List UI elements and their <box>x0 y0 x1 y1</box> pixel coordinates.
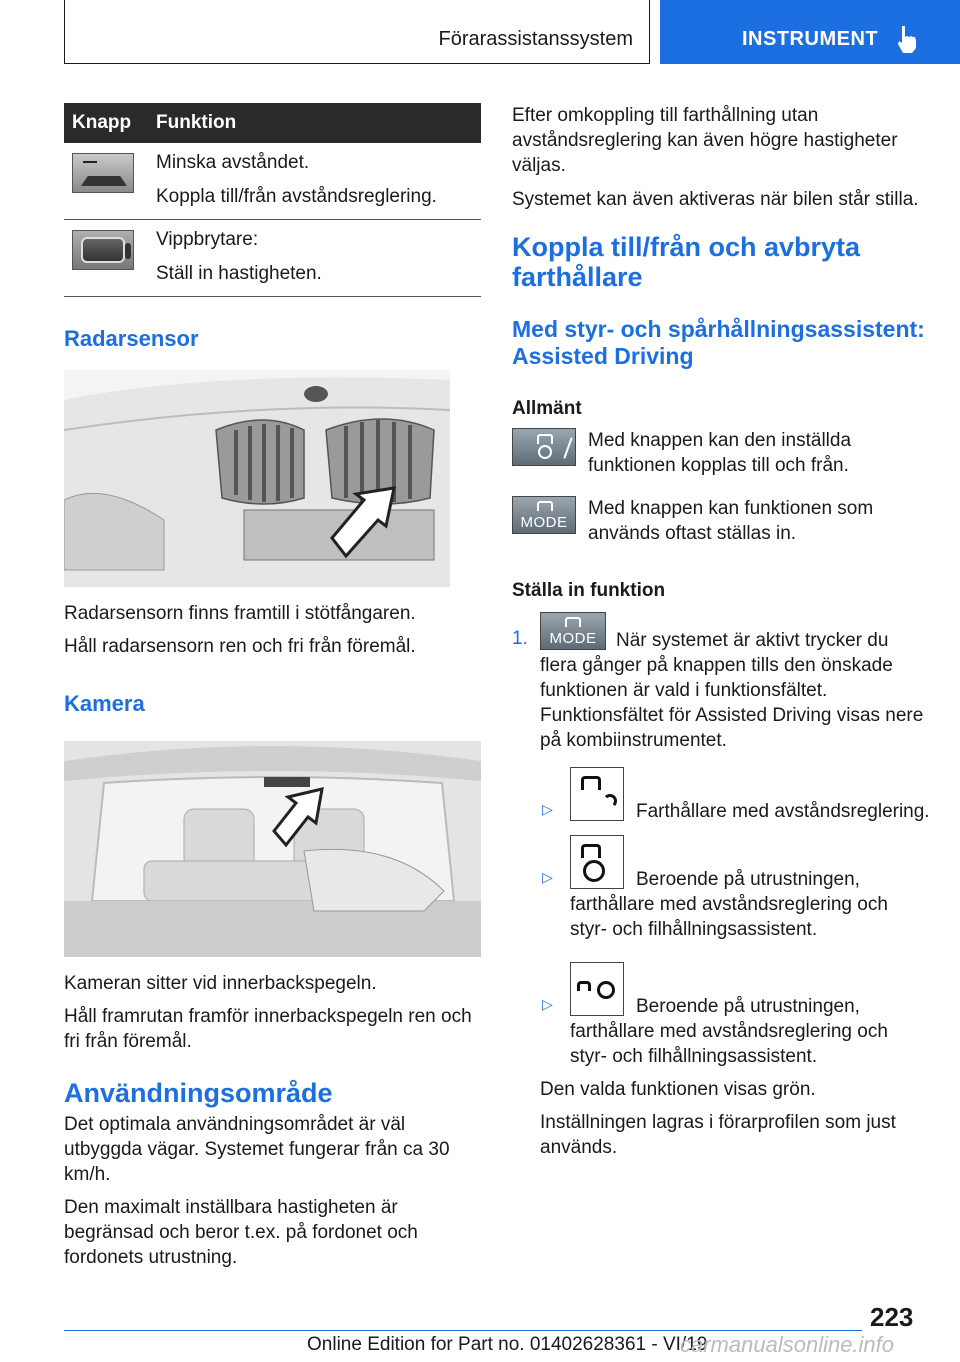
list-item <box>542 835 930 942</box>
triangle-bullet-icon: ▷ <box>542 869 553 885</box>
table-cell-text: Minska avståndet. <box>156 152 310 173</box>
table-cell-text: Vippbrytare: <box>156 229 259 250</box>
setup-heading: Ställa in funktion <box>512 580 666 601</box>
tab-label: INSTRUMENT <box>742 28 879 50</box>
table-row <box>64 220 481 297</box>
camera-text-2: Håll framrutan framför innerbackspegeln ren och fri från föremål. <box>64 1006 472 1052</box>
header-box <box>64 0 650 64</box>
table-cell-text: Koppla till/från avståndsreglering. <box>156 186 437 207</box>
left-column <box>64 103 481 1270</box>
pointing-hand-icon <box>894 24 920 54</box>
intro-text-1: Efter omkoppling till farthållning utan avståndsreglering kan även högre hastigheter väljas. <box>512 105 898 176</box>
radar-text-1: Radarsensorn finns framtill i stötfångaren. <box>64 603 416 624</box>
triangle-bullet-icon: ▷ <box>542 996 553 1012</box>
step-text: När systemet är aktivt trycker du flera gånger på knappen tills den önskade funktionen är vald i funktionsfältet. Funktionsfältet för Assisted Driving visas nere på kombiinstrumentet. <box>540 630 924 751</box>
footer-edition: Online Edition for Part no. 01402628361 - VI/19 <box>307 1334 708 1355</box>
triangle-bullet-icon: ▷ <box>542 801 553 817</box>
radar-text-2: Håll radarsensorn ren och fri från föremål. <box>64 636 416 657</box>
bullet-list <box>512 767 930 1069</box>
list-item <box>542 962 930 1069</box>
step-number: 1. <box>512 628 528 649</box>
general-heading: Allmänt <box>512 398 582 419</box>
page-number: 223 <box>870 1302 914 1332</box>
key-function-table <box>64 103 481 297</box>
cruise-main-heading: Koppla till/från och avbryta farthållare <box>512 232 861 292</box>
col-key-header: Knapp <box>64 103 148 143</box>
usage-heading: Användningsområde <box>64 1078 333 1108</box>
usage-text-2: Den maximalt inställbara hastigheten är begränsad och beror t.ex. på fordonet och fordonets utrustning. <box>64 1197 418 1268</box>
after-text-2: Inställningen lagras i förarprofilen som just används. <box>540 1112 896 1158</box>
mode-button-icon: MODE <box>540 612 606 650</box>
distance-button-icon <box>72 153 134 193</box>
mode-button-icon: MODE <box>512 496 576 534</box>
section-title: Förarassistanssystem <box>438 28 633 50</box>
general-text-1: Med knappen kan den inställda funktionen kopplas till och från. <box>588 430 852 476</box>
footer-watermark: carmanualsonline.info <box>680 1332 895 1357</box>
table-cell-text: Ställ in hastigheten. <box>156 263 322 284</box>
camera-heading: Kamera <box>64 691 145 716</box>
setup-step <box>512 612 930 753</box>
bullet-text: Beroende på utrustningen, farthållare med avståndsreglering och styr- och filhållningsassistent. <box>570 996 888 1067</box>
general-item <box>512 496 930 546</box>
after-text-1: Den valda funktionen visas grön. <box>540 1079 816 1100</box>
list-item <box>542 767 930 825</box>
right-column <box>512 103 930 1160</box>
radar-heading: Radarsensor <box>64 326 199 351</box>
assist-toggle-button-icon <box>512 428 576 466</box>
cruise-lane-icon <box>570 962 624 1016</box>
assisted-driving-heading: Med styr- och spårhållningsassistent: Assisted Driving <box>512 316 925 369</box>
cruise-distance-icon <box>570 767 624 821</box>
camera-text-1: Kameran sitter vid innerbackspegeln. <box>64 973 377 994</box>
col-function-header: Funktion <box>148 103 481 143</box>
tab-instrument[interactable] <box>660 0 960 64</box>
table-row <box>64 143 481 220</box>
usage-text-1: Det optimala användningsområdet är väl utbyggda vägar. Systemet fungerar från ca 30 km/h. <box>64 1114 450 1185</box>
rocker-switch-icon <box>72 230 134 270</box>
general-item <box>512 428 930 478</box>
general-text-2: Med knappen kan funktionen som används oftast ställas in. <box>588 498 874 544</box>
intro-text-2: Systemet kan även aktiveras när bilen står stilla. <box>512 189 919 210</box>
bullet-text: Farthållare med avståndsreglering. <box>636 801 930 822</box>
footer-divider <box>64 1330 862 1331</box>
radar-sensor-photo <box>64 370 450 587</box>
bullet-text: Beroende på utrustningen, farthållare med avståndsreglering och styr- och filhållningsassistent. <box>570 869 888 940</box>
cruise-steering-icon <box>570 835 624 889</box>
camera-photo <box>64 741 481 957</box>
